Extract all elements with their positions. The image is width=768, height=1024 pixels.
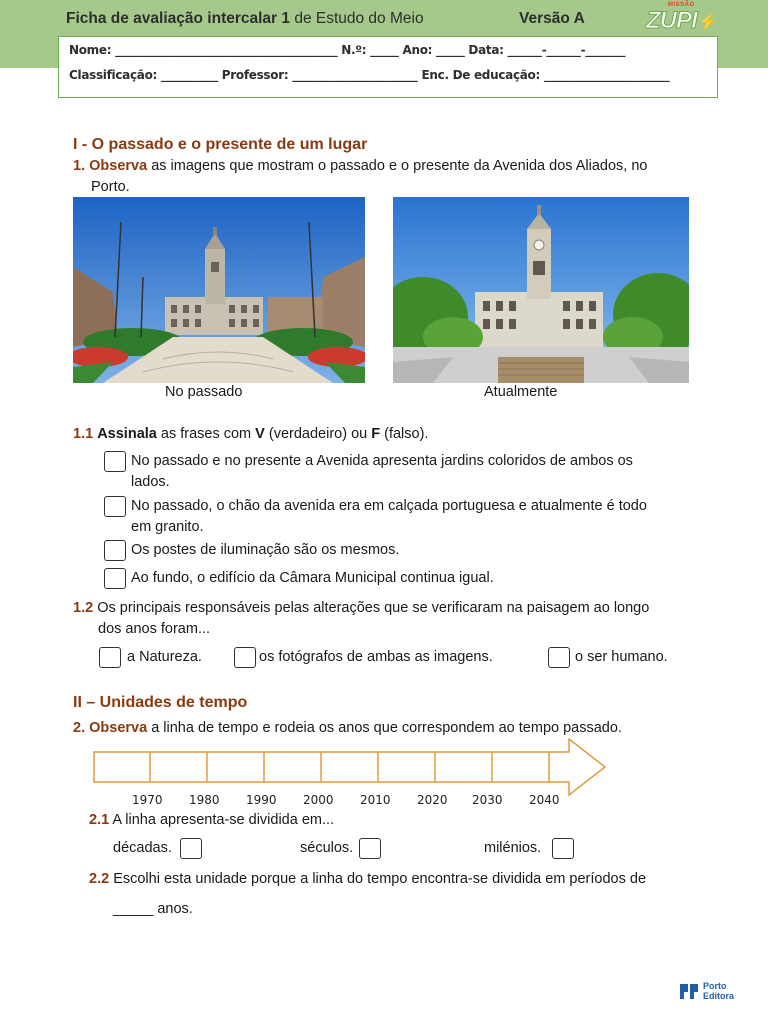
year-1990[interactable]: 1990 (246, 793, 277, 807)
checkbox-decadas[interactable] (180, 838, 202, 859)
id-line-classification[interactable]: Classificação: __________ Professor: ______________________ Enc. De educação: ______________________ (69, 68, 670, 82)
question-2-1: 2.1 A linha apresenta-se dividida em... (89, 812, 335, 828)
question-1: 1. Observa as imagens que mostram o passado e o presente da Avenida dos Aliados, no (73, 158, 648, 174)
year-1970[interactable]: 1970 (132, 793, 163, 807)
question-1-cont: Porto. (91, 179, 130, 195)
question-2: 2. Observa a linha de tempo e rodeia os anos que correspondem ao tempo passado. (73, 720, 622, 736)
year-2010[interactable]: 2010 (360, 793, 391, 807)
checkbox-statement-3[interactable] (104, 540, 126, 561)
checkbox-statement-2[interactable] (104, 496, 126, 517)
checkbox-natureza[interactable] (99, 647, 121, 668)
question-2-2: 2.2 Escolhi esta unidade porque a linha do tempo encontra-se dividida em períodos de (89, 871, 647, 887)
student-identification-box (58, 36, 718, 98)
porto-editora-icon (679, 983, 699, 1000)
version-label: Versão A (519, 10, 585, 27)
section-2-title: II – Unidades de tempo (73, 694, 248, 711)
year-2040[interactable]: 2040 (529, 793, 560, 807)
section-1-title: I - O passado e o presente de um lugar (73, 136, 368, 153)
timeline-arrow (93, 738, 608, 798)
year-2000[interactable]: 2000 (303, 793, 334, 807)
checkbox-statement-4[interactable] (104, 568, 126, 589)
zupi-logo: MISSÃO ZUPI ⚡ (646, 2, 718, 34)
year-2020[interactable]: 2020 (417, 793, 448, 807)
year-2030[interactable]: 2030 (472, 793, 503, 807)
caption-present: Atualmente (484, 384, 558, 400)
question-1-2: 1.2 Os principais responsáveis pelas alterações que se verificaram na paisagem ao longo (73, 600, 650, 616)
photo-past-avenida (73, 197, 365, 383)
checkbox-seculos[interactable] (359, 838, 381, 859)
checkbox-ser-humano[interactable] (548, 647, 570, 668)
year-1980[interactable]: 1980 (189, 793, 220, 807)
checkbox-statement-1[interactable] (104, 451, 126, 472)
checkbox-fotografos[interactable] (234, 647, 256, 668)
question-1-2-cont: dos anos foram... (98, 621, 211, 637)
worksheet-title: Ficha de avaliação intercalar 1 de Estudo do Meio (66, 10, 424, 27)
id-line-name[interactable]: Nome: _______________________________________ N.º: _____ Ano: _____ Data: ______-______-_______ (69, 43, 626, 57)
checkbox-milenios[interactable] (552, 838, 574, 859)
caption-past: No passado (165, 384, 243, 400)
question-1-1: 1.1 Assinala as frases com V (verdadeiro) ou F (falso). (73, 426, 429, 442)
bolt-icon: ⚡ (698, 14, 718, 31)
question-2-2-answer[interactable]: _____ anos. (113, 901, 193, 917)
porto-editora-logo: Porto Editora (679, 981, 749, 1003)
photo-present-avenida (393, 197, 689, 383)
